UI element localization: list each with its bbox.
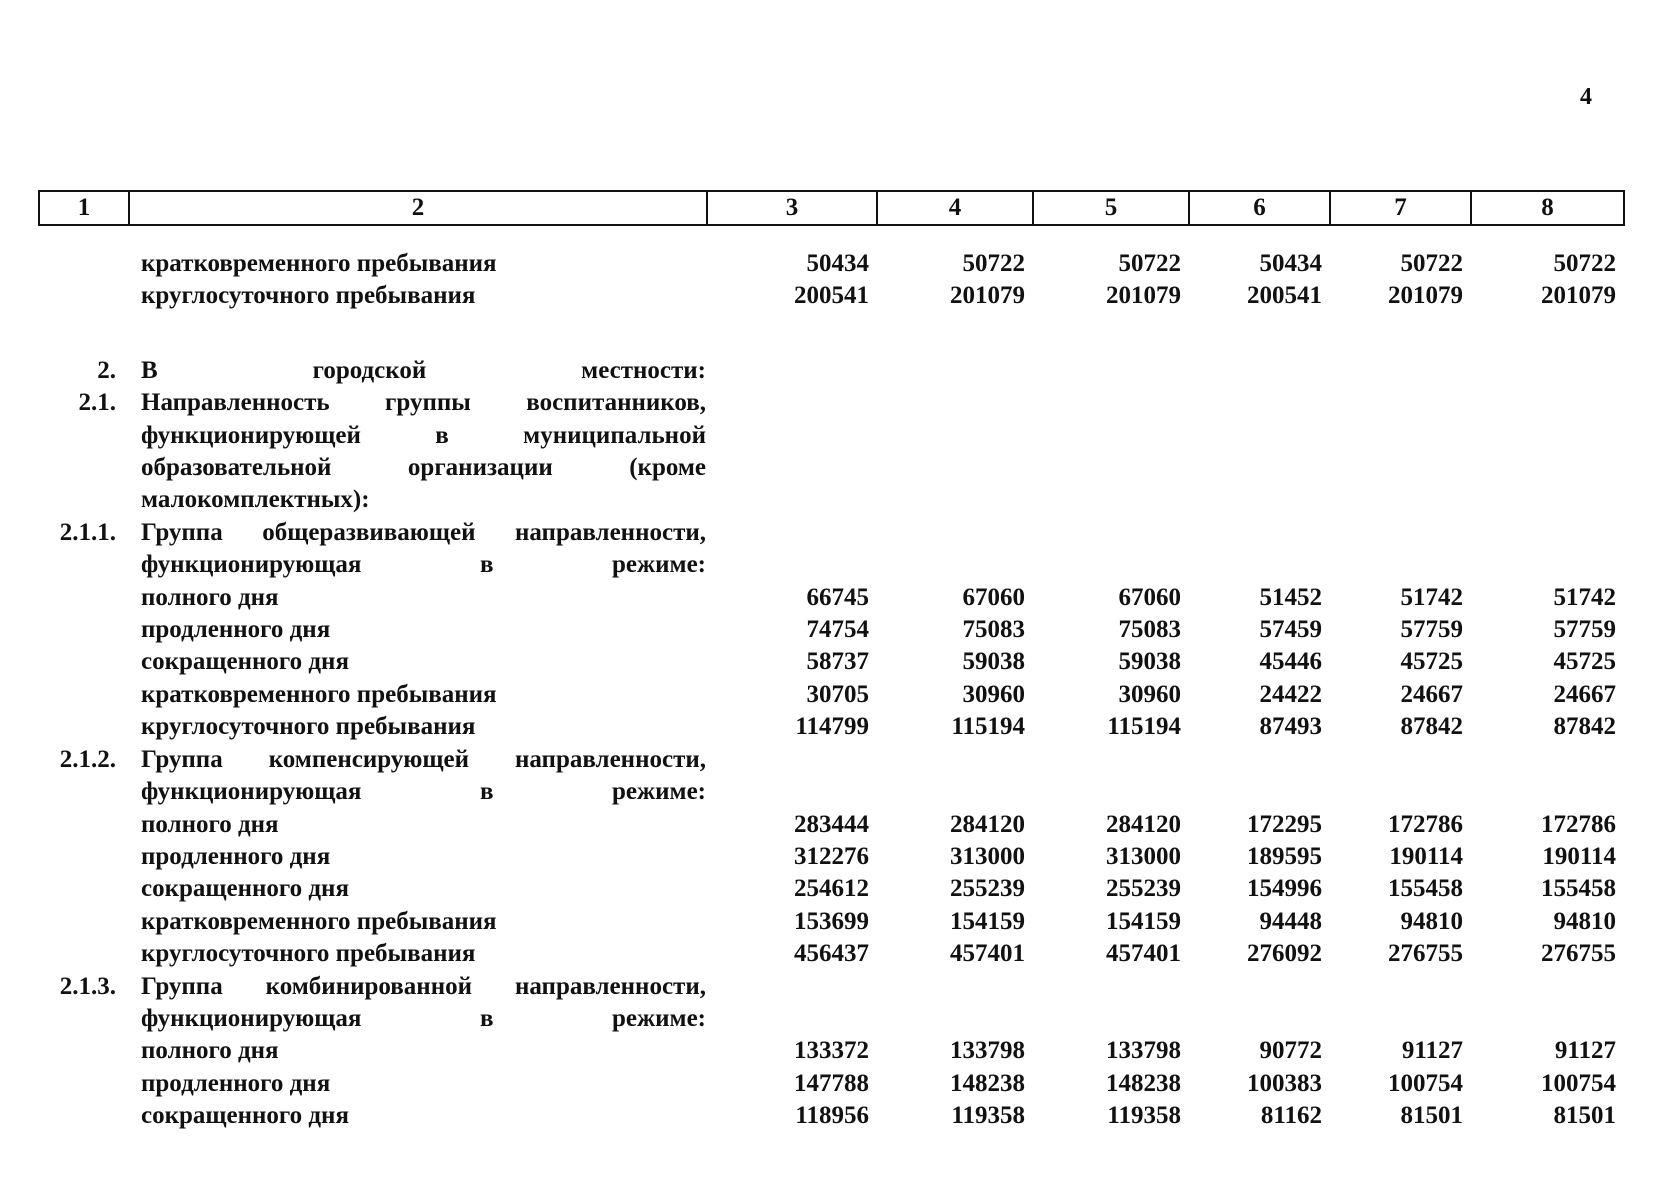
table-row xyxy=(38,1068,1623,1100)
value-cell: 119358 xyxy=(1107,1102,1181,1130)
value-cell: 190114 xyxy=(1389,842,1463,870)
value-cell: 200541 xyxy=(794,282,869,310)
value-cell: 115194 xyxy=(1107,713,1181,741)
row-code xyxy=(38,248,128,280)
value-cell: 200541 xyxy=(1247,282,1322,310)
value-cell: 155458 xyxy=(1388,875,1463,903)
value-cell: 59038 xyxy=(1118,648,1181,676)
value-cell: 67060 xyxy=(962,583,1025,611)
value-cell xyxy=(876,517,1032,582)
value-cell xyxy=(706,355,876,387)
value-cell: 94810 xyxy=(1553,907,1616,935)
value-cell: 30705 xyxy=(806,680,869,708)
data-table-body xyxy=(38,248,1623,1133)
header-cell: 6 xyxy=(1189,191,1330,225)
value-cell: 50722 xyxy=(1400,250,1463,277)
row-label: Группа компенсирующей направленности, функционирующая в режиме: xyxy=(141,745,706,806)
spacer-cell xyxy=(38,313,1623,355)
row-label: сокращенного дня xyxy=(141,1102,349,1130)
value-cell: 74754 xyxy=(806,616,869,644)
table-row xyxy=(38,387,1623,517)
value-cell: 148238 xyxy=(950,1069,1025,1097)
value-cell: 67060 xyxy=(1118,583,1181,611)
value-cell: 190114 xyxy=(1542,842,1616,870)
row-label: Направленность группы воспитанников, функционирующей в муниципальной образовательной организации (кроме малокомплектных): xyxy=(141,389,706,514)
row-label: круглосуточного пребывания xyxy=(141,713,476,741)
value-cell xyxy=(876,971,1032,1036)
row-code: 2.1.3. xyxy=(59,972,116,1000)
value-cell: 81501 xyxy=(1400,1102,1463,1130)
value-cell: 100383 xyxy=(1247,1069,1322,1097)
value-cell: 201079 xyxy=(1388,282,1463,310)
value-cell: 276755 xyxy=(1388,940,1463,968)
value-cell xyxy=(1470,971,1623,1036)
row-label: В городской местности: xyxy=(141,356,706,384)
value-cell: 94448 xyxy=(1259,907,1322,935)
value-cell: 201079 xyxy=(950,282,1025,310)
value-cell: 24667 xyxy=(1400,680,1463,708)
value-cell: 57759 xyxy=(1553,616,1616,644)
header-cell: 2 xyxy=(129,191,707,225)
value-cell: 87493 xyxy=(1259,713,1322,741)
table-row xyxy=(38,1100,1623,1132)
value-cell: 100754 xyxy=(1388,1069,1463,1097)
value-cell: 154159 xyxy=(950,907,1025,935)
value-cell: 100754 xyxy=(1541,1069,1616,1097)
value-cell: 284120 xyxy=(1106,810,1181,838)
value-cell: 133798 xyxy=(1106,1037,1181,1065)
header-cell: 8 xyxy=(1471,191,1624,225)
table-row xyxy=(38,517,1623,582)
table-row xyxy=(38,873,1623,905)
header-cell: 4 xyxy=(877,191,1033,225)
header-cell: 7 xyxy=(1330,191,1471,225)
value-cell: 57459 xyxy=(1259,616,1322,644)
value-cell: 284120 xyxy=(950,810,1025,838)
value-cell: 255239 xyxy=(1106,875,1181,903)
value-cell: 81501 xyxy=(1553,1102,1616,1130)
row-code: 2. xyxy=(97,356,116,384)
value-cell: 58737 xyxy=(806,648,869,676)
value-cell: 50722 xyxy=(962,250,1025,277)
value-cell: 313000 xyxy=(1106,842,1181,870)
value-cell: 51742 xyxy=(1553,583,1616,611)
value-cell: 172786 xyxy=(1388,810,1463,838)
row-code xyxy=(38,614,128,646)
row-label: продленного дня xyxy=(141,616,331,644)
value-cell: 94810 xyxy=(1400,907,1463,935)
row-code xyxy=(38,1068,128,1100)
value-cell xyxy=(1329,744,1470,809)
value-cell: 24667 xyxy=(1553,680,1616,708)
value-cell xyxy=(876,744,1032,809)
value-cell: 189595 xyxy=(1247,842,1322,870)
value-cell: 91127 xyxy=(1554,1037,1616,1065)
value-cell: 87842 xyxy=(1400,713,1463,741)
row-label: кратковременного пребывания xyxy=(141,250,497,277)
value-cell: 172786 xyxy=(1541,810,1616,838)
value-cell xyxy=(1032,387,1188,517)
value-cell xyxy=(1032,971,1188,1036)
page-number: 4 xyxy=(1580,84,1592,110)
value-cell: 30960 xyxy=(1118,680,1181,708)
value-cell: 75083 xyxy=(1118,616,1181,644)
value-cell xyxy=(1470,387,1623,517)
value-cell: 50434 xyxy=(1259,250,1322,277)
value-cell: 276092 xyxy=(1247,940,1322,968)
value-cell xyxy=(1032,355,1188,387)
value-cell: 283444 xyxy=(794,810,869,838)
spacer-row xyxy=(38,313,1623,355)
table-row xyxy=(38,711,1623,743)
row-code: 2.1.2. xyxy=(59,745,116,773)
row-label: кратковременного пребывания xyxy=(141,680,497,708)
row-label: продленного дня xyxy=(141,842,331,870)
value-cell: 255239 xyxy=(950,875,1025,903)
value-cell: 118956 xyxy=(795,1102,869,1130)
row-code xyxy=(38,809,128,841)
value-cell xyxy=(706,387,876,517)
value-cell xyxy=(1329,387,1470,517)
value-cell: 45725 xyxy=(1400,648,1463,676)
table-row xyxy=(38,938,1623,970)
value-cell xyxy=(876,355,1032,387)
row-code xyxy=(38,679,128,711)
value-cell: 45725 xyxy=(1553,648,1616,676)
row-label: полного дня xyxy=(141,583,279,611)
row-code: 2.1. xyxy=(78,389,116,417)
value-cell: 133372 xyxy=(794,1037,869,1065)
value-cell: 51742 xyxy=(1400,583,1463,611)
value-cell xyxy=(706,517,876,582)
table-row xyxy=(38,355,1623,387)
value-cell: 133798 xyxy=(950,1037,1025,1065)
value-cell xyxy=(1188,971,1329,1036)
row-label: кратковременного пребывания xyxy=(141,907,497,935)
value-cell: 312276 xyxy=(794,842,869,870)
row-label: Группа комбинированной направленности, функционирующая в режиме: xyxy=(141,972,706,1032)
value-cell xyxy=(1188,517,1329,582)
row-label: полного дня xyxy=(141,810,279,838)
row-code xyxy=(38,938,128,970)
value-cell xyxy=(1470,517,1623,582)
value-cell xyxy=(876,387,1032,517)
table-row xyxy=(38,809,1623,841)
row-code xyxy=(38,711,128,743)
value-cell: 119358 xyxy=(951,1102,1025,1130)
table-row xyxy=(38,841,1623,873)
row-label: продленного дня xyxy=(141,1069,331,1097)
table-row xyxy=(38,906,1623,938)
table-row xyxy=(38,1035,1623,1067)
header-cell: 5 xyxy=(1033,191,1189,225)
value-cell xyxy=(1329,355,1470,387)
value-cell: 87842 xyxy=(1553,713,1616,741)
value-cell: 201079 xyxy=(1106,282,1181,310)
row-label: полного дня xyxy=(141,1037,279,1065)
value-cell: 51452 xyxy=(1259,583,1322,611)
row-label: круглосуточного пребывания xyxy=(141,940,476,968)
value-cell: 57759 xyxy=(1400,616,1463,644)
value-cell: 81162 xyxy=(1260,1102,1322,1130)
row-code xyxy=(38,1035,128,1067)
value-cell: 114799 xyxy=(795,713,869,741)
value-cell xyxy=(1032,744,1188,809)
value-cell: 147788 xyxy=(794,1069,869,1097)
table-row xyxy=(38,971,1623,1036)
row-code xyxy=(38,1100,128,1132)
table-row xyxy=(38,744,1623,809)
value-cell: 148238 xyxy=(1106,1069,1181,1097)
value-cell: 276755 xyxy=(1541,940,1616,968)
value-cell: 254612 xyxy=(794,875,869,903)
value-cell: 115194 xyxy=(951,713,1025,741)
value-cell: 59038 xyxy=(962,648,1025,676)
value-cell xyxy=(1188,744,1329,809)
value-cell: 154159 xyxy=(1106,907,1181,935)
value-cell: 50434 xyxy=(806,250,869,277)
value-cell: 456437 xyxy=(794,940,869,968)
value-cell xyxy=(1470,355,1623,387)
value-cell: 45446 xyxy=(1259,648,1322,676)
table-row xyxy=(38,614,1623,646)
value-cell: 201079 xyxy=(1541,282,1616,310)
row-code xyxy=(38,906,128,938)
value-cell xyxy=(1470,744,1623,809)
value-cell: 313000 xyxy=(950,842,1025,870)
value-cell xyxy=(1329,971,1470,1036)
value-cell: 50722 xyxy=(1118,250,1181,277)
table-row xyxy=(38,582,1623,614)
value-cell: 30960 xyxy=(962,680,1025,708)
header-cell: 1 xyxy=(39,191,129,225)
row-label: круглосуточного пребывания xyxy=(141,282,476,310)
column-number-header xyxy=(38,190,1625,226)
value-cell: 75083 xyxy=(962,616,1025,644)
value-cell: 50722 xyxy=(1553,250,1616,277)
value-cell: 172295 xyxy=(1247,810,1322,838)
value-cell: 457401 xyxy=(950,940,1025,968)
row-code xyxy=(38,841,128,873)
row-code xyxy=(38,646,128,678)
row-code xyxy=(38,280,128,312)
value-cell: 153699 xyxy=(794,907,869,935)
value-cell: 24422 xyxy=(1259,680,1322,708)
row-label: Группа общеразвивающей направленности, функционирующая в режиме: xyxy=(141,518,706,579)
row-code xyxy=(38,582,128,614)
row-label: сокращенного дня xyxy=(141,875,349,903)
header-cell: 3 xyxy=(707,191,877,225)
table-row xyxy=(38,646,1623,678)
value-cell xyxy=(1188,387,1329,517)
value-cell xyxy=(1032,517,1188,582)
value-cell: 457401 xyxy=(1106,940,1181,968)
table-row xyxy=(38,248,1623,280)
table-row xyxy=(38,679,1623,711)
value-cell: 90772 xyxy=(1259,1037,1322,1065)
row-label: сокращенного дня xyxy=(141,648,349,676)
row-code xyxy=(38,873,128,905)
value-cell xyxy=(1188,355,1329,387)
data-table xyxy=(38,248,1623,1133)
value-cell: 154996 xyxy=(1247,875,1322,903)
row-code: 2.1.1. xyxy=(59,518,116,546)
value-cell xyxy=(706,744,876,809)
value-cell: 66745 xyxy=(806,583,869,611)
header-row xyxy=(39,191,1624,225)
value-cell: 155458 xyxy=(1541,875,1616,903)
value-cell: 91127 xyxy=(1401,1037,1463,1065)
value-cell xyxy=(706,971,876,1036)
table-row xyxy=(38,280,1623,312)
value-cell xyxy=(1329,517,1470,582)
